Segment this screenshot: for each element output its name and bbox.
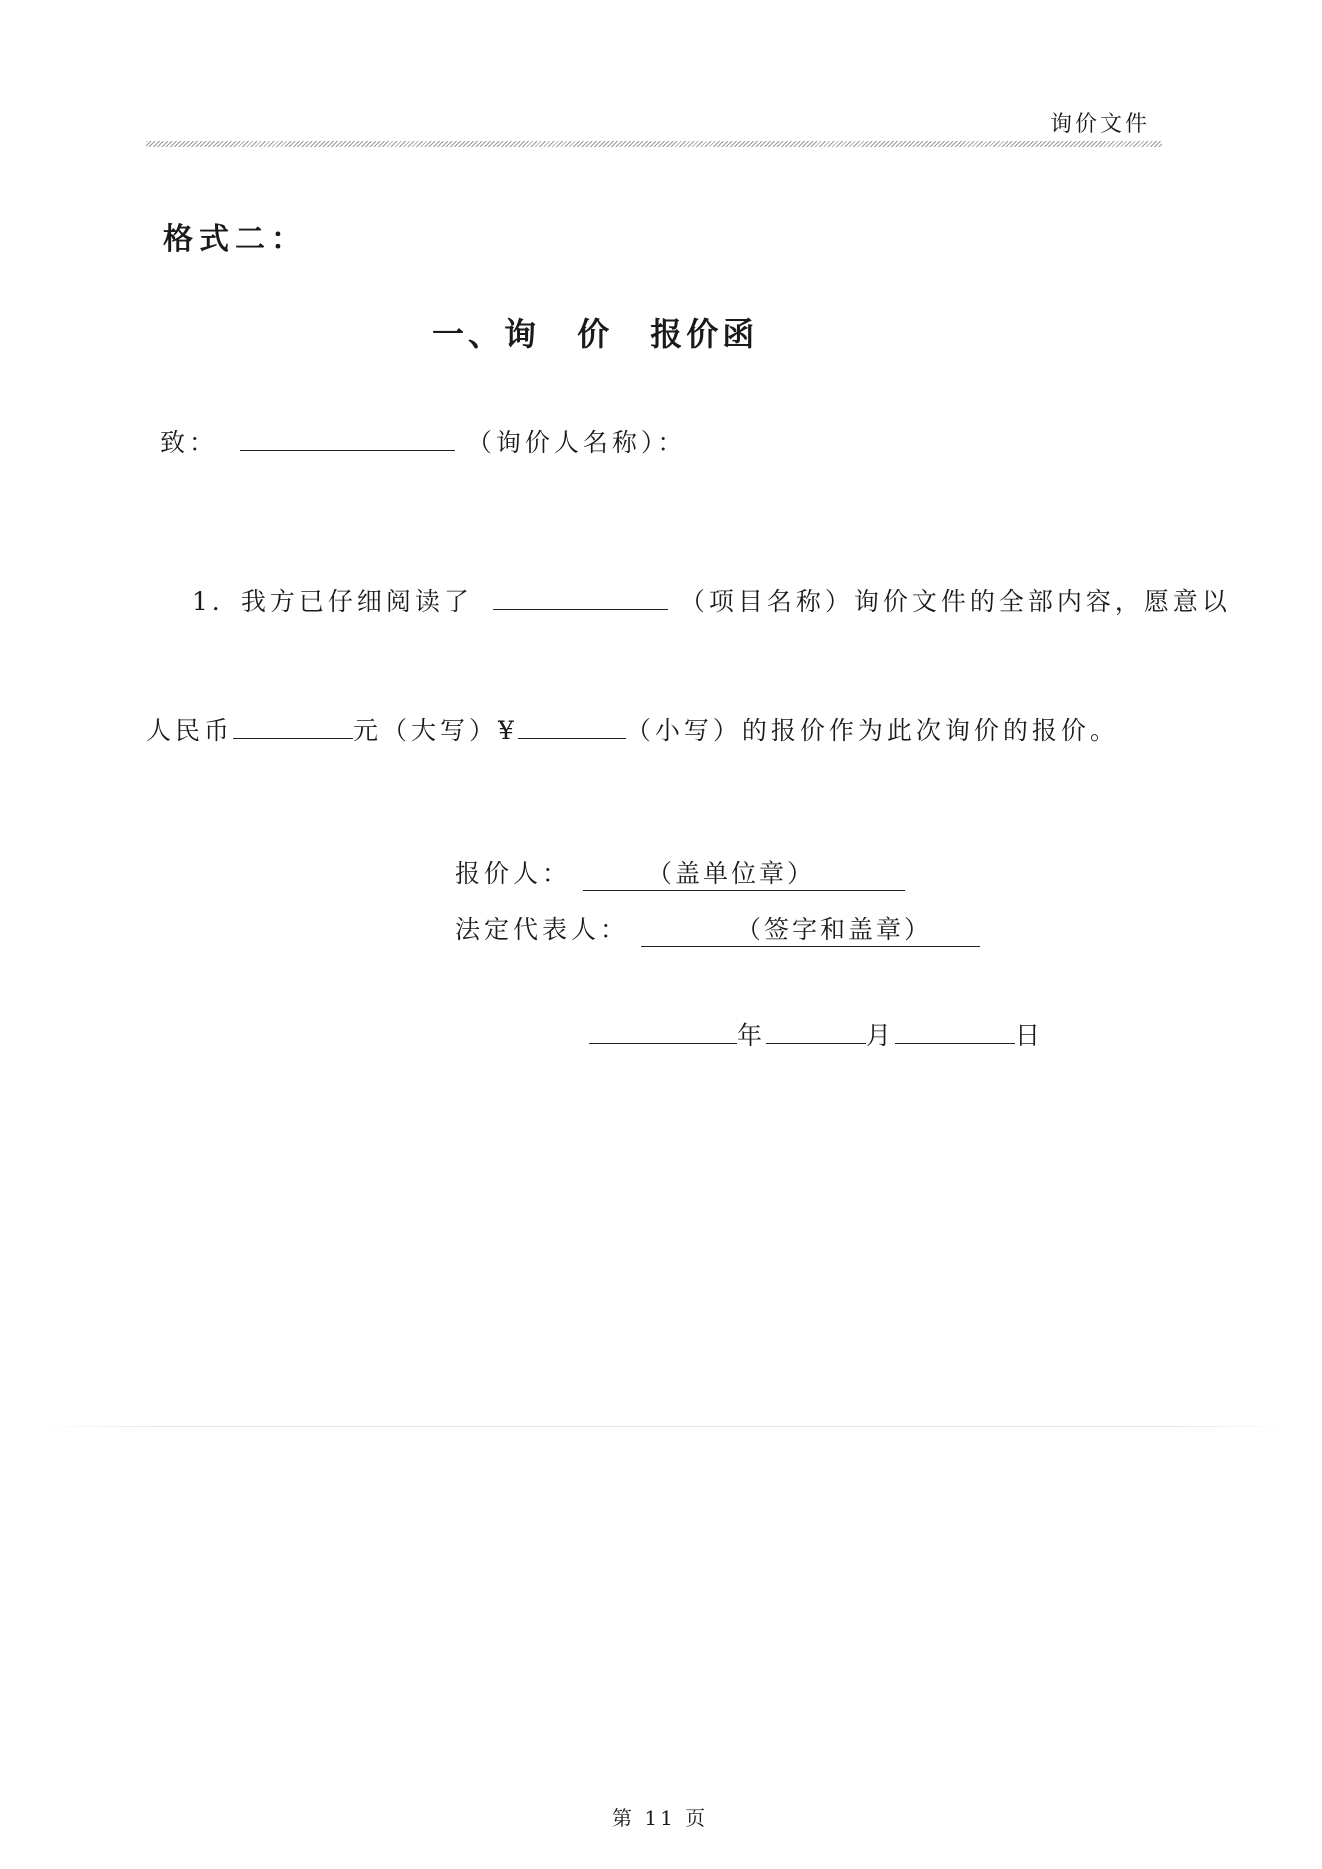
day-blank [895, 1021, 1015, 1044]
header-divider [146, 141, 1162, 147]
page-number: 第 11 页 [612, 1806, 709, 1830]
rmb-prefix: 人民币 [146, 716, 234, 745]
paragraph-2 [146, 711, 1119, 747]
paragraph-1 [192, 582, 1231, 618]
bidder-seal-field: （盖单位章） [583, 854, 905, 891]
header-title: 询价文件 [1050, 112, 1151, 137]
addressee-suffix: （询价人名称）： [466, 428, 687, 457]
month-blank [766, 1021, 866, 1044]
day-label: 日 [1015, 1021, 1045, 1050]
scan-artifact-line [40, 1426, 1290, 1427]
representative-label: 法定代表人： [455, 915, 630, 944]
addressee-line [160, 423, 686, 459]
rmb-mid-2: （小写）的报价作为此次询价的报价。 [625, 716, 1119, 745]
year-label: 年 [737, 1021, 767, 1050]
document-title: 一、询 价 报价函 [432, 315, 759, 353]
bidder-signature-line [455, 854, 905, 891]
bidder-label: 报价人： [455, 859, 572, 888]
project-name-blank [493, 587, 668, 610]
month-label: 月 [866, 1021, 896, 1050]
representative-sign-field: （签字和盖章） [641, 910, 980, 947]
date-line [589, 1016, 1044, 1052]
paragraph-1-before: 1．我方已仔细阅读了 [192, 587, 473, 616]
format-label: 格式二： [163, 222, 307, 257]
addressee-prefix: 致： [160, 428, 219, 457]
year-blank [589, 1021, 737, 1044]
amount-capital-blank [233, 716, 353, 739]
rmb-mid-1: 元（大写）¥ [353, 716, 518, 745]
amount-number-blank [518, 716, 626, 739]
paragraph-1-after: （项目名称）询价文件的全部内容，愿意以 [679, 587, 1231, 616]
representative-signature-line [455, 910, 980, 947]
addressee-blank [240, 428, 455, 451]
